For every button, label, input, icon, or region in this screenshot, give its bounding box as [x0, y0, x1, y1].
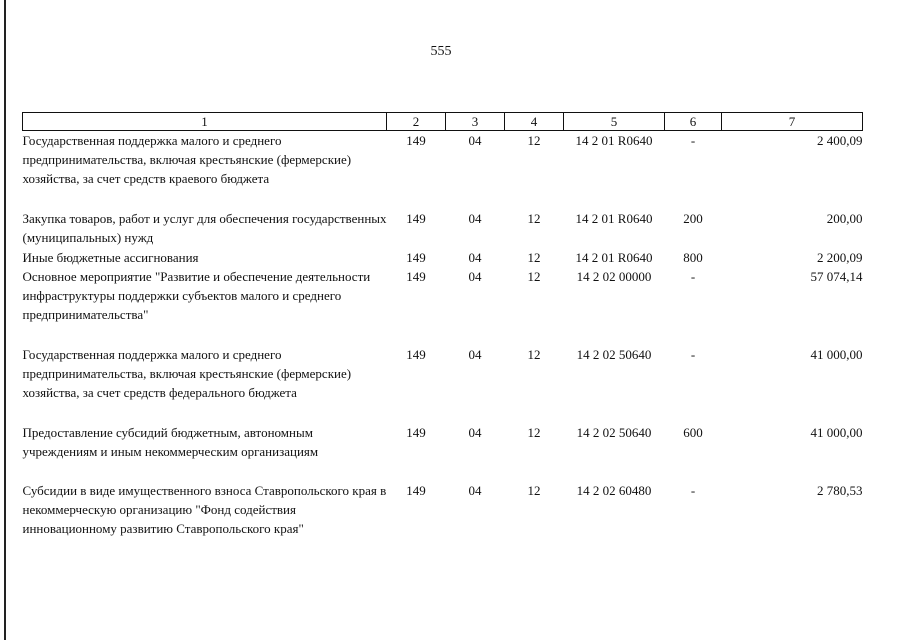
row-ministry-code: 149 [406, 482, 426, 498]
row-amount: 2 400,09 [817, 133, 863, 148]
row-amount: 2 780,53 [817, 482, 863, 498]
row-amount: 2 200,09 [817, 249, 863, 265]
row-expense-type: - [690, 268, 696, 284]
column-header: 2 [387, 113, 446, 131]
row-expense-type: 600 [683, 424, 703, 440]
row-section-code: 04 [468, 133, 482, 148]
column-header: 1 [23, 113, 387, 131]
column-header: 5 [564, 113, 665, 131]
row-ministry-code: 149 [406, 346, 426, 362]
row-target-article: 14 2 02 50640 [576, 346, 652, 362]
row-section-code: 04 [468, 268, 482, 284]
row-target-article: 14 2 01 R0640 [575, 210, 653, 226]
row-ministry-code: 149 [406, 249, 426, 265]
row-expense-type: 200 [683, 210, 703, 226]
row-expense-type: - [690, 346, 696, 362]
row-section-code: 04 [468, 210, 482, 226]
row-name: Основное мероприятие "Развитие и обеспечение деятельности инфраструктуры поддержки субъектов малого и среднего предпринимательства" [22, 268, 371, 322]
row-subsection-code: 12 [527, 249, 541, 265]
row-section-code: 04 [468, 482, 482, 498]
row-section-code: 04 [468, 346, 482, 362]
row-subsection-code: 12 [527, 268, 541, 284]
column-header: 4 [505, 113, 564, 131]
table-row [23, 267, 863, 345]
row-ministry-code: 149 [406, 210, 426, 226]
row-target-article: 14 2 02 60480 [576, 482, 652, 498]
row-amount: 200,00 [826, 210, 863, 226]
row-name: Субсидии в виде имущественного взноса Ставропольского края в некоммерческую организацию "Фонд содействия инновационному развитию Ставропольского края" [22, 482, 387, 536]
row-target-article: 14 2 01 R0640 [575, 249, 653, 265]
row-subsection-code: 12 [527, 210, 541, 226]
row-expense-type: 800 [683, 249, 703, 265]
table-header-row [23, 113, 863, 131]
table-row [23, 248, 863, 267]
table-row [23, 131, 863, 209]
row-amount: 41 000,00 [810, 346, 863, 362]
row-amount: 41 000,00 [810, 424, 863, 440]
row-target-article: 14 2 02 50640 [576, 424, 652, 440]
row-target-article: 14 2 01 R0640 [575, 133, 653, 148]
row-name: Иные бюджетные ассигнования [22, 249, 199, 265]
row-expense-type: - [690, 482, 696, 498]
column-header: 3 [446, 113, 505, 131]
row-subsection-code: 12 [527, 346, 541, 362]
column-header: 6 [665, 113, 722, 131]
row-subsection-code: 12 [527, 482, 541, 498]
left-margin-line [4, 0, 6, 640]
row-section-code: 04 [468, 424, 482, 440]
table-row [23, 481, 863, 559]
row-target-article: 14 2 02 00000 [576, 268, 652, 284]
row-amount: 57 074,14 [810, 268, 863, 284]
row-name: Государственная поддержка малого и среднего предпринимательства, включая крестьянские (фермерские) хозяйства, за счет средств краевого бюджета [22, 133, 352, 186]
row-section-code: 04 [468, 249, 482, 265]
table-row [23, 345, 863, 423]
row-subsection-code: 12 [527, 133, 541, 148]
table-row [23, 209, 863, 248]
row-subsection-code: 12 [527, 424, 541, 440]
row-name: Государственная поддержка малого и среднего предпринимательства, включая крестьянские (фермерские) хозяйства, за счет средств федерального бюджета [22, 346, 352, 400]
row-ministry-code: 149 [406, 268, 426, 284]
row-expense-type: - [690, 133, 696, 148]
row-ministry-code: 149 [406, 424, 426, 440]
row-ministry-code: 149 [406, 133, 426, 148]
page-number: 555 [430, 44, 452, 59]
row-name: Закупка товаров, работ и услуг для обеспечения государственных (муниципальных) нужд [22, 210, 387, 245]
budget-table [22, 112, 863, 559]
row-name: Предоставление субсидий бюджетным, автономным учреждениям и иным некоммерческим организациям [22, 424, 319, 459]
table-row [23, 423, 863, 481]
column-header: 7 [722, 113, 863, 131]
